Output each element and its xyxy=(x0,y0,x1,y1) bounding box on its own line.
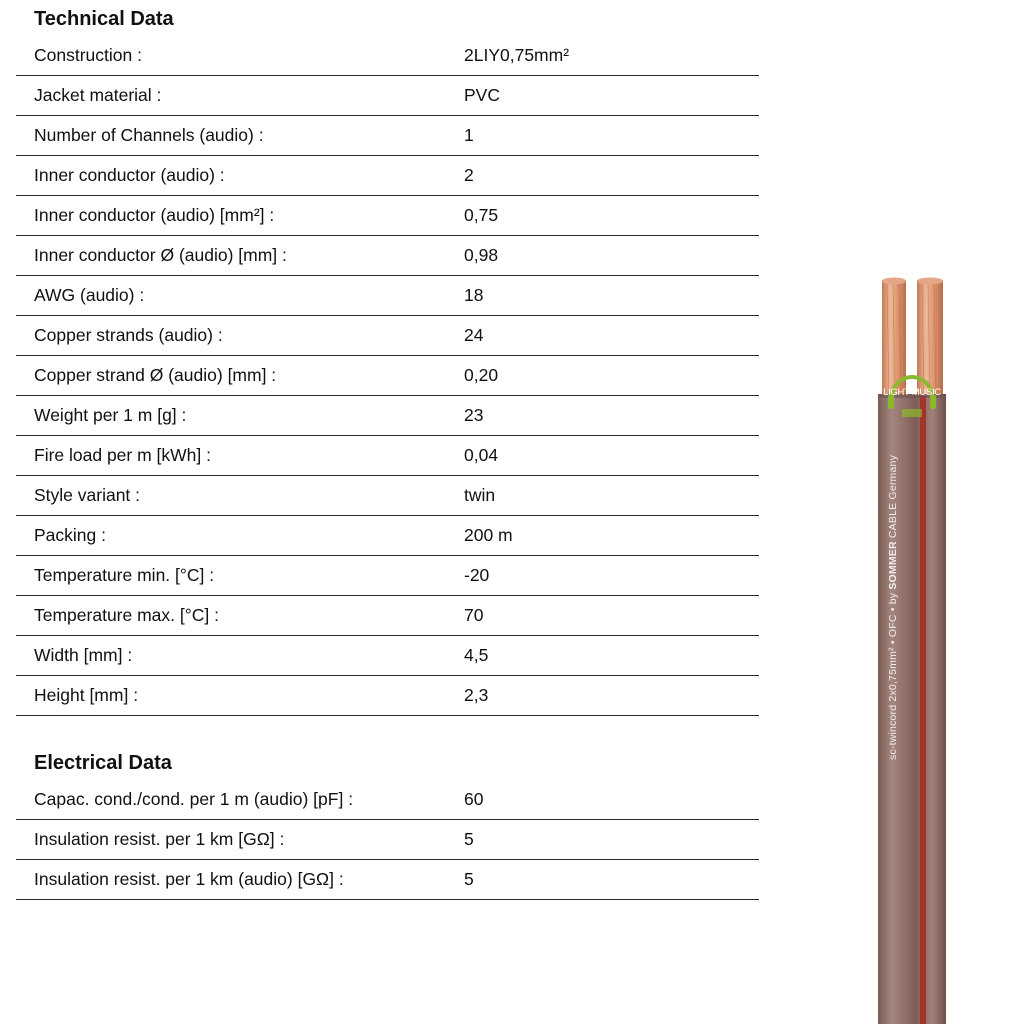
row-value: PVC xyxy=(464,85,500,105)
row-value: 70 xyxy=(464,605,484,625)
row-value: 24 xyxy=(464,325,484,345)
electrical-data-table xyxy=(16,780,759,900)
row-label: Weight per 1 m [g] : xyxy=(34,405,187,425)
row-label: Number of Channels (audio) : xyxy=(34,125,264,145)
electrical-data-title: Electrical Data xyxy=(34,752,172,774)
table-row xyxy=(16,780,759,820)
row-label: Width [mm] : xyxy=(34,645,133,665)
row-value: 60 xyxy=(464,789,484,809)
row-label: Inner conductor (audio) : xyxy=(34,165,225,185)
row-label: Packing : xyxy=(34,525,106,545)
table-row xyxy=(16,676,759,716)
cable-print-text: sc-twincord 2x0,75mm² • OFC • by SOMMER CABLE Germany xyxy=(887,454,899,760)
row-label: Inner conductor (audio) [mm²] : xyxy=(34,205,275,225)
watermark-logo xyxy=(880,371,944,423)
row-label: Insulation resist. per 1 km (audio) [GΩ] : xyxy=(34,869,344,889)
table-row xyxy=(16,276,759,316)
row-value: 2LIY0,75mm² xyxy=(464,45,570,65)
row-value: 2,3 xyxy=(464,685,489,705)
table-row xyxy=(16,356,759,396)
row-label: Jacket material : xyxy=(34,85,162,105)
table-row xyxy=(16,476,759,516)
watermark-text: LIGHT MUSIC xyxy=(883,387,941,398)
table-row xyxy=(16,316,759,356)
row-label: Insulation resist. per 1 km [GΩ] : xyxy=(34,829,285,849)
table-row xyxy=(16,436,759,476)
row-label: AWG (audio) : xyxy=(34,285,145,305)
table-row xyxy=(16,860,759,900)
row-label: Construction : xyxy=(34,45,142,65)
row-label: Height [mm] : xyxy=(34,685,139,705)
row-label: Style variant : xyxy=(34,485,141,505)
table-row xyxy=(16,36,759,76)
table-row xyxy=(16,196,759,236)
table-row xyxy=(16,556,759,596)
table-row xyxy=(16,820,759,860)
table-row xyxy=(16,156,759,196)
row-value: twin xyxy=(464,485,496,505)
row-label: Fire load per m [kWh] : xyxy=(34,445,211,465)
row-value: -20 xyxy=(464,565,490,585)
row-label: Copper strand Ø (audio) [mm] : xyxy=(34,365,277,385)
row-value: 0,20 xyxy=(464,365,499,385)
table-row xyxy=(16,396,759,436)
table-row xyxy=(16,236,759,276)
row-value: 0,98 xyxy=(464,245,499,265)
table-row xyxy=(16,636,759,676)
row-value: 1 xyxy=(464,125,474,145)
row-value: 23 xyxy=(464,405,484,425)
technical-data-title: Technical Data xyxy=(34,8,174,30)
row-value: 0,75 xyxy=(464,205,499,225)
row-value: 4,5 xyxy=(464,645,489,665)
row-value: 200 m xyxy=(464,525,513,545)
table-row xyxy=(16,596,759,636)
row-value: 5 xyxy=(464,829,474,849)
row-value: 5 xyxy=(464,869,474,889)
row-value: 0,04 xyxy=(464,445,499,465)
row-label: Copper strands (audio) : xyxy=(34,325,223,345)
table-row xyxy=(16,116,759,156)
row-label: Temperature max. [°C] : xyxy=(34,605,219,625)
row-value: 18 xyxy=(464,285,484,305)
row-label: Inner conductor Ø (audio) [mm] : xyxy=(34,245,287,265)
row-label: Capac. cond./cond. per 1 m (audio) [pF] : xyxy=(34,789,354,809)
table-row xyxy=(16,76,759,116)
row-label: Temperature min. [°C] : xyxy=(34,565,215,585)
row-value: 2 xyxy=(464,165,474,185)
table-row xyxy=(16,516,759,556)
technical-data-table xyxy=(16,36,759,716)
